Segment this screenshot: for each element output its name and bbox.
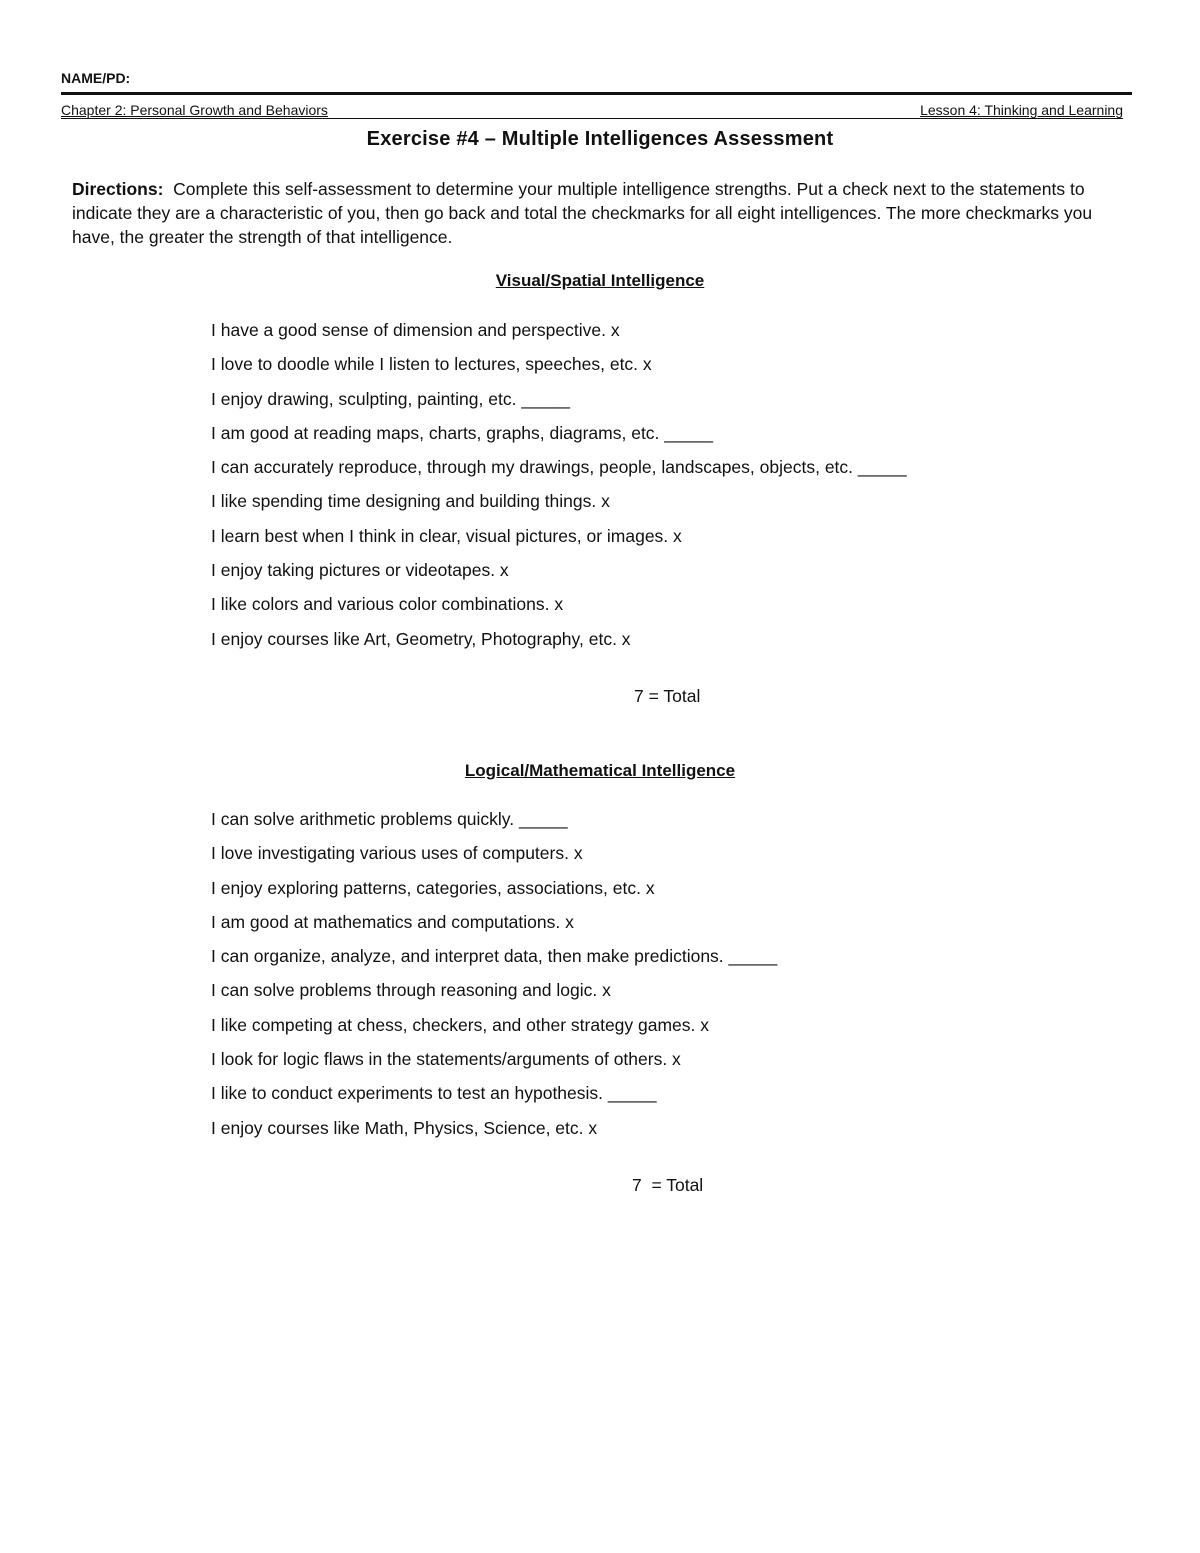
- directions-paragraph: [72, 177, 1102, 249]
- page-title: Exercise #4 – Multiple Intelligences Assessment: [366, 128, 834, 150]
- chapter-lesson-header: [61, 102, 1123, 119]
- statement-item[interactable]: I can accurately reproduce, through my drawings, people, landscapes, objects, etc. _____: [211, 457, 907, 478]
- statement-item[interactable]: I like competing at chess, checkers, and other strategy games. x: [211, 1014, 710, 1035]
- lesson-label: Lesson 4: Thinking and Learning: [920, 102, 1123, 118]
- name-period-label: NAME/PD:: [61, 70, 131, 86]
- directions-text: Complete this self-assessment to determine your multiple intelligence strengths. Put a check next to the statements to indicate they are a characteristic of you, then go back and total the checkmarks for all eight intelligences. The more checkmarks you have, the greater the strength of that intelligence.: [72, 179, 1093, 247]
- statement-item[interactable]: I love investigating various uses of computers. x: [211, 843, 583, 864]
- chapter-label: Chapter 2: Personal Growth and Behaviors: [61, 102, 328, 118]
- statement-item[interactable]: I like spending time designing and building things. x: [211, 491, 610, 512]
- statement-item[interactable]: I like to conduct experiments to test an hypothesis. _____: [211, 1083, 657, 1104]
- logical-mathematical-total: 7 = Total: [632, 1175, 704, 1195]
- statement-item[interactable]: I look for logic flaws in the statements/arguments of others. x: [211, 1049, 681, 1070]
- statement-item[interactable]: I can organize, analyze, and interpret data, then make predictions. _____: [211, 946, 778, 967]
- statement-item[interactable]: I can solve problems through reasoning and logic. x: [211, 980, 611, 1001]
- statement-item[interactable]: I have a good sense of dimension and perspective. x: [211, 320, 620, 340]
- statement-item[interactable]: I enjoy exploring patterns, categories, associations, etc. x: [211, 877, 655, 898]
- section-heading-logical-mathematical: Logical/Mathematical Intelligence: [464, 761, 736, 780]
- statement-item[interactable]: I like colors and various color combinations. x: [211, 594, 564, 615]
- visual-spatial-total: 7 = Total: [634, 686, 701, 706]
- statement-item[interactable]: I enjoy courses like Art, Geometry, Photography, etc. x: [211, 628, 631, 649]
- statement-item[interactable]: I can solve arithmetic problems quickly. _____: [211, 809, 568, 829]
- section-heading-visual-spatial: Visual/Spatial Intelligence: [495, 271, 705, 290]
- statement-item[interactable]: I enjoy taking pictures or videotapes. x: [211, 560, 509, 581]
- statement-item[interactable]: I am good at reading maps, charts, graphs, diagrams, etc. _____: [211, 422, 713, 443]
- statement-item[interactable]: I am good at mathematics and computations. x: [211, 911, 574, 932]
- statement-item[interactable]: I enjoy drawing, sculpting, painting, etc. _____: [211, 388, 570, 409]
- logical-mathematical-statement-list: [211, 807, 777, 1150]
- directions-label: Directions:: [72, 179, 164, 199]
- statement-item[interactable]: I learn best when I think in clear, visual pictures, or images. x: [211, 525, 682, 546]
- statement-item[interactable]: I love to doodle while I listen to lectures, speeches, etc. x: [211, 354, 652, 375]
- header-divider: [61, 92, 1132, 95]
- statement-item[interactable]: I enjoy courses like Math, Physics, Science, etc. x: [211, 1117, 598, 1138]
- visual-spatial-statement-list: [211, 318, 907, 661]
